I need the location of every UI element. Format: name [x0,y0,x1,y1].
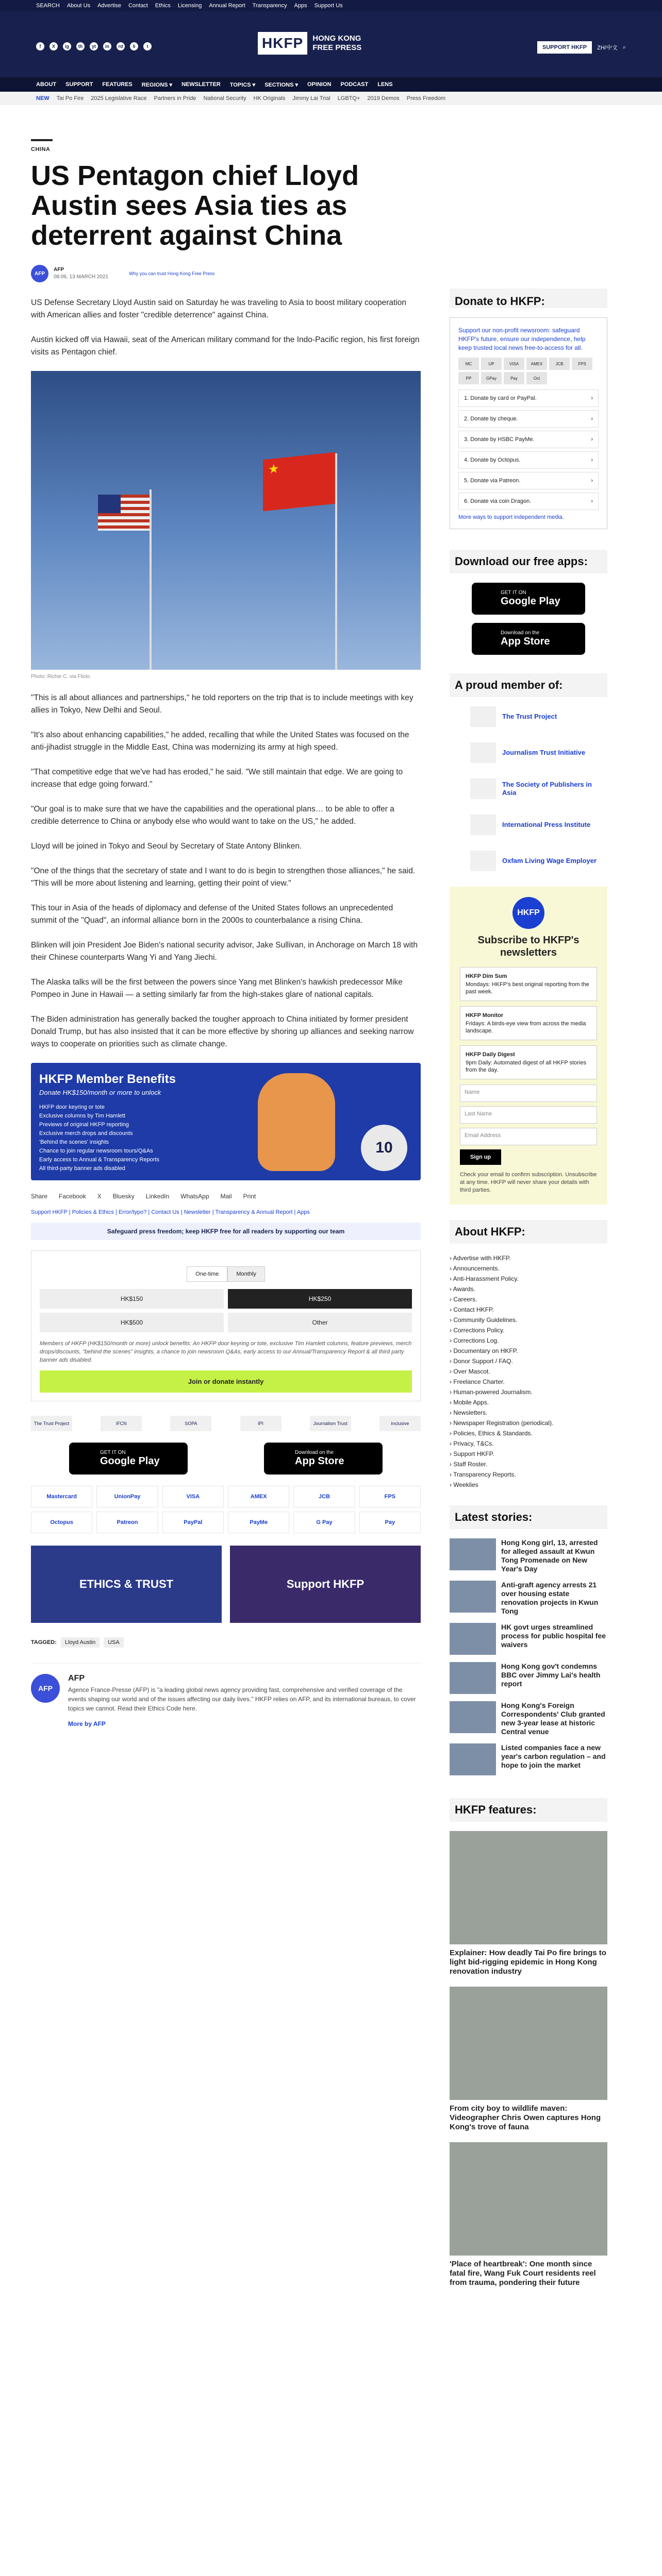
donate-sidebar-section [450,289,607,308]
latest-story[interactable] [450,1623,607,1655]
donate-option-label: 4. Donate by Octopus. [464,457,521,463]
nav-item[interactable]: LENS [377,81,393,88]
article-paragraph: The Alaska talks will be the first between the powers since Yang met Blinken's hawkish predecessor Mike Pompeo in June in Hawaii — a setting similarly far from the high-stakes glare of national capitals. [31,978,403,999]
donate-option[interactable] [458,451,599,469]
features-heading: HKFP features: [450,1798,607,1822]
amount-option[interactable]: HK$150 [40,1289,224,1309]
payment-logo: VISA [162,1486,224,1507]
about-link[interactable]: › Support HKFP. [450,1449,607,1459]
tags-label: TAGGED: [31,1639,57,1646]
ethics-ad[interactable]: ETHICS & TRUST [31,1546,222,1623]
chevron-right-icon: › [591,436,593,443]
about-link[interactable]: › Corrections Log. [450,1335,607,1346]
app-store-badges [31,1443,421,1475]
story-thumbnail [450,1662,496,1694]
donate-sidebar-box [450,317,607,529]
support-ad[interactable]: Support HKFP [230,1546,421,1623]
article-paragraph: "One of the things that the secretary of state and I want to do is begin to strengthen those alliances," he said. "This will be more about listening and learning, getting their point of view." [31,867,416,888]
about-link[interactable]: › Over Mascot. [450,1366,607,1377]
byline [31,265,421,282]
member-name: The Trust Project [502,713,557,720]
story-headline: Hong Kong gov't condemns BBC over Jimmy Lai's health report [501,1662,601,1688]
chevron-right-icon: › [591,416,593,422]
feature-image [450,2142,607,2256]
trending-link[interactable]: Jimmy Lai Trial [292,95,330,101]
nav-item[interactable]: ABOUT [36,81,57,88]
social-icon[interactable]: in [103,42,111,50]
donate-option[interactable] [458,410,599,428]
article-paragraph: "Our goal is to make sure that we have the capabilities and the operational plans… to be able to offer a credible deterrence to China or anybody else who would want to take on the US," he added. [31,805,394,826]
member-name: The Society of Publishers in Asia [502,781,592,796]
newsletter-option-desc: Mondays: HKFP's best original reporting from the past week. [466,981,589,995]
newsletter-option[interactable] [460,1045,597,1079]
member-name: Journalism Trust Initiative [502,749,586,756]
about-link[interactable]: › Community Guidelines. [450,1315,607,1325]
chevron-right-icon: › [591,478,593,484]
member-org[interactable] [470,851,607,871]
author-box-avatar[interactable]: AFP [31,1674,60,1703]
social-icon[interactable]: yt [90,42,98,50]
donate-option-label: 6. Donate via coin Dragon. [464,498,532,504]
logo-wordmark: HONG KONG FREE PRESS [312,34,362,52]
nav-item[interactable]: PODCAST [340,81,369,88]
story-thumbnail [450,1581,496,1613]
newsletter-option-title: HKFP Monitor [466,1012,504,1019]
feature-story[interactable] [450,2142,607,2287]
chevron-right-icon: › [591,457,593,463]
author-avatar[interactable]: AFP [31,265,48,282]
newsletter-option-title: HKFP Dim Sum [466,973,507,979]
feature-image [450,1831,607,1944]
partner-logo[interactable]: Journalism Trust [310,1416,351,1431]
topbar-link[interactable]: Ethics [155,3,171,9]
share-link[interactable]: Bluesky [112,1193,135,1200]
latest-story[interactable] [450,1538,607,1573]
member-logo [470,706,496,727]
latest-story[interactable] [450,1701,607,1736]
newsletter-note: Check your email to confirm subscription. Unsubscribe at any time. HKFP will never share your details with third parties. [460,1172,597,1193]
social-icon[interactable]: X [49,42,58,50]
newsletter-signup [450,887,607,1205]
chevron-right-icon: › [591,395,593,401]
publish-date: 08:06, 13 MARCH 2021 [54,274,109,280]
trending-link[interactable]: Partners in Pride [154,95,196,101]
social-icon[interactable]: t [143,42,152,50]
partner-logo[interactable]: The Trust Project [31,1416,72,1431]
photo-caption: Photo: Richie C. via Flickr. [31,674,91,680]
promo-title: HKFP Member Benefits [39,1072,176,1086]
author-name[interactable]: AFP [54,267,64,273]
about-link[interactable]: › Newsletters. [450,1408,607,1418]
about-link[interactable]: › Privacy, T&Cs. [450,1438,607,1449]
article-category[interactable]: CHINA [31,146,51,152]
topbar-link[interactable]: SEARCH [36,3,60,9]
article-paragraph: "It's also about enhancing capabilities," he added, recalling that while the United States was focused on the anti-jihadist struggle in the Middle East, China was modernizing its army at high speed. [31,731,409,752]
language-switch[interactable]: ZH/中文 [597,45,618,51]
latest-story[interactable] [450,1662,607,1694]
flag-pole [150,489,152,670]
promo-benefit: Exclusive merch drops and discounts [39,1130,133,1137]
donate-option-label: 3. Donate by HSBC PayMe. [464,436,535,443]
flag-pole [335,453,337,670]
tag-link[interactable]: USA [104,1637,124,1648]
main-nav [0,77,662,92]
chevron-right-icon: › [591,498,593,504]
partner-logo[interactable]: IFCN [101,1416,142,1431]
latest-story[interactable] [450,1743,607,1775]
about-link[interactable]: › Awards. [450,1284,607,1294]
member-logo [470,815,496,835]
story-headline: Anti-graft agency arrests 21 over housing estate renovation projects in Kwun Tong [501,1581,599,1615]
member-logo [470,742,496,763]
story-thumbnail [450,1701,496,1733]
latest-heading: Latest stories: [450,1505,607,1529]
member-org[interactable] [470,815,607,835]
promo-benefits-list [39,1103,159,1173]
story-headline: Hong Kong girl, 13, arrested for alleged assault at Kwun Tong Promenade on New Year's Day [501,1538,598,1573]
sidebar [450,289,607,2298]
anniversary-badge: 10 [361,1125,407,1171]
tag-link[interactable]: Lloyd Austin [61,1637,100,1648]
trending-link[interactable]: Tai Po Fire [56,95,84,101]
story-thumbnail [450,1538,496,1570]
newsletter-option[interactable] [460,1006,597,1040]
tab-monthly[interactable]: Monthly [227,1266,265,1282]
member-heading: A proud member of: [450,673,607,697]
share-link[interactable]: Facebook [59,1193,86,1200]
tags-row [31,1637,421,1648]
member-name: International Press Institute [502,821,591,828]
amount-option[interactable]: HK$250 [228,1289,412,1309]
article-footer-links[interactable]: Support HKFP | Policies & Ethics | Error/typo? | Contact Us | Newsletter | Transparency & Annual Report | Apps [31,1209,310,1215]
about-link[interactable]: › Corrections Policy. [450,1325,607,1335]
feature-headline: From city boy to wildlife maven: Videographer Chris Owen captures Hong Kong's trove of fauna [450,2104,601,2131]
google-play-badge[interactable]: GET IT ON Google Play [69,1443,188,1475]
about-link[interactable]: › Human-powered Journalism. [450,1387,607,1397]
donate-frequency-toggle [40,1266,412,1282]
payment-methods [31,1486,421,1533]
member-org[interactable] [470,742,607,763]
share-link[interactable]: Mail [220,1193,232,1200]
story-headline: HK govt urges streamlined process for public hospital fee waivers [501,1623,606,1649]
story-thumbnail [450,1623,496,1655]
donate-heading: Donate to HKFP: [455,295,545,308]
payment-logo: AMEX [228,1486,289,1507]
partner-logo[interactable]: SOPA [170,1416,211,1431]
article-paragraph: Austin kicked off via Hawaii, seat of the American military command for the Indo-Pacific region, his first foreign visits as Pentagon chief. [31,335,420,357]
story-thumbnail [450,1743,496,1775]
member-org[interactable] [470,778,607,799]
topbar-link[interactable]: Support Us [314,3,343,9]
payment-logo: Mastercard [31,1486,92,1507]
payment-logo: JCB [293,1486,355,1507]
newsletter-heading: Subscribe to HKFP's newsletters [477,935,580,958]
latest-story[interactable] [450,1581,607,1616]
trending-link[interactable]: 2025 Legislative Race [91,95,147,101]
donate-option-label: 1. Donate by card or PayPal. [464,395,537,401]
feature-image [450,1987,607,2100]
about-link[interactable]: › Freelance Charter. [450,1377,607,1387]
payment-logo: PayPal [162,1512,224,1533]
nav-item[interactable]: TOPICS ▾ [229,81,256,88]
safeguard-banner[interactable]: Safeguard press freedom; keep HKFP free for all readers by supporting our team [31,1223,421,1240]
member-org[interactable] [470,706,607,727]
mascot-illustration [258,1073,335,1171]
newsletter-option[interactable] [460,967,597,1001]
feature-story[interactable] [450,1831,607,1976]
share-link[interactable]: LinkedIn [145,1193,170,1200]
payment-logo: PayMe [228,1512,289,1533]
about-link[interactable]: › Careers. [450,1294,607,1304]
about-link[interactable]: › Anti-Harassment Policy. [450,1274,607,1284]
topbar-link[interactable]: About Us [67,3,91,9]
apps-heading: Download our free apps: [450,550,607,573]
article-paragraph: Blinken will join President Joe Biden's national security advisor, Jake Sullivan, in Anchorage on March 18 with their Chinese counterparts Wang Yi and Yang Jiechi. [31,941,418,962]
newsletter-option-desc: 9pm Daily: Automated digest of all HKFP stories from the day. [466,1060,586,1073]
payment-logo: Patreon [96,1512,158,1533]
donate-option[interactable] [458,431,599,448]
promo-benefit: HKFP door keyring or tote [39,1104,105,1110]
promo-ads [31,1546,421,1623]
china-flag: ★ [263,452,335,512]
byline-meta [54,266,108,281]
social-icon[interactable]: rd [117,42,125,50]
site-logo[interactable] [258,32,361,55]
trending-link[interactable]: HK Originals [253,95,286,101]
nav-item[interactable]: OPINION [307,81,332,88]
feature-story[interactable] [450,1987,607,2132]
about-link[interactable]: › Announcements. [450,1263,607,1274]
join-donate-button[interactable]: Join or donate instantly [40,1370,412,1393]
nav-item[interactable]: REGIONS ▾ [141,81,173,88]
amount-option[interactable]: Other [228,1313,412,1332]
member-logo [470,778,496,799]
topbar-link[interactable]: Licensing [177,3,202,9]
nav-item[interactable]: NEWSLETTER [181,81,221,88]
share-link[interactable]: X [97,1193,102,1200]
site-header [0,11,662,77]
nav-item[interactable]: SUPPORT [65,81,93,88]
social-icons [36,42,152,50]
promo-benefit: Chance to join regular newsroom tours/Q&As [39,1148,153,1154]
member-logo [470,851,496,871]
payment-logo: FPS [359,1486,421,1507]
topbar-link[interactable]: Transparency [252,3,287,9]
social-icon[interactable]: th [76,42,85,50]
about-link[interactable]: › Transparency Reports. [450,1469,607,1480]
about-link[interactable]: › Newspaper Registration (periodical). [450,1418,607,1428]
feature-headline: Explainer: How deadly Tai Po fire brings to light bid-rigging epidemic in Hong Kong renovation industry [450,1948,606,1976]
about-link[interactable]: › Staff Roster. [450,1459,607,1469]
story-headline: Hong Kong's Foreign Correspondents' Club granted new 3-year lease at historic Central venue [501,1701,605,1736]
share-link: Share [31,1193,48,1200]
partner-logos [31,1416,421,1431]
trending-link[interactable]: Press Freedom [406,95,445,101]
new-label: NEW [36,95,49,101]
about-link[interactable]: › Documentary on HKFP. [450,1346,607,1356]
article-paragraph: US Defense Secretary Lloyd Austin said on Saturday he was traveling to Asia to boost military cooperation with American allies and foster "credible deterrence" against China. [31,298,407,319]
donate-amounts [40,1289,412,1332]
feature-headline: 'Place of heartbreak': One month since fatal fire, Wang Fuk Court residents reel from trauma, pondering their future [450,2260,596,2287]
author-box [31,1663,421,1727]
newsletter-input[interactable]: Email Address [460,1128,597,1145]
share-link[interactable]: Print [243,1193,256,1200]
promo-benefit: Exclusive columns by Tim Hamlett [39,1113,125,1119]
about-link[interactable]: › Policies, Ethics & Standards. [450,1428,607,1438]
tab-one-time[interactable]: One-time [187,1266,227,1282]
newsletter-option-title: HKFP Daily Digest [466,1052,515,1058]
trending-link[interactable]: LGBTQ+ [337,95,360,101]
promo-benefit: All third-party banner ads disabled [39,1165,125,1172]
share-link[interactable]: WhatsApp [180,1193,209,1200]
social-icon[interactable]: f [36,42,44,50]
more-by-author-link[interactable]: More by AFP [68,1720,106,1727]
partner-logo[interactable]: IPI [240,1416,282,1431]
newsletter-option-desc: Fridays: A birds-eye view from across the media landscape. [466,1021,586,1034]
signup-button[interactable]: Sign up [460,1149,501,1165]
trending-link[interactable]: National Security [203,95,246,101]
article-photo [31,371,421,670]
topbar-link[interactable]: Annual Report [209,3,245,9]
trending-bar [0,92,662,105]
article-paragraph: "This is all about alliances and partnerships," he told reporters on the trip that is to include meetings with key allies in Tokyo, New Delhi and Seoul. [31,693,413,715]
donate-widget [31,1250,421,1401]
author-box-name[interactable]: AFP [68,1674,85,1683]
about-list [450,1253,607,1490]
donate-option[interactable] [458,493,599,510]
nav-item[interactable]: FEATURES [102,81,133,88]
payment-logo: Pay [359,1512,421,1533]
member-benefits-banner[interactable] [31,1063,421,1180]
about-link[interactable]: › Weeklies [450,1480,607,1490]
trending-link[interactable]: 2019 Demos [367,95,400,101]
payment-logo: Octopus [31,1512,92,1533]
app-store-badge[interactable]: Download on the App Store [472,623,585,655]
trust-link[interactable]: Why you can trust Hong Kong Free Press [129,271,215,276]
header-actions [537,41,626,54]
more-ways-link[interactable]: More ways to support independent media. [458,514,564,520]
top-utility-bar [0,0,662,11]
google-play-badge[interactable]: GET IT ON Google Play [472,583,585,615]
newsletter-input[interactable]: Last Name [460,1106,597,1124]
member-name: Oxfam Living Wage Employer [502,857,597,865]
amount-option[interactable]: HK$500 [40,1313,224,1332]
about-link[interactable]: › Contact HKFP. [450,1304,607,1315]
promo-benefit: 'Behind the scenes' insights [39,1139,109,1145]
topbar-link[interactable]: Contact [128,3,148,9]
topbar-link[interactable]: Apps [294,3,307,9]
payment-logo: UnionPay [96,1486,158,1507]
newsletter-logo: HKFP [512,897,544,929]
payment-logo: G Pay [293,1512,355,1533]
partner-logo[interactable]: Inclusive [379,1416,421,1431]
category-rule [31,139,53,141]
donate-option-label: 2. Donate by cheque. [464,416,518,422]
article-paragraph: The Biden administration has generally backed the tougher approach to China initiated by former president Donald Trump, but has also insisted that it can be more effective by shoring up alliances and seeking narrow ways to cooperate on priorities such as climate change. [31,1015,414,1048]
article-title: US Pentagon chief Lloyd Austin sees Asia ties as deterrent against China [31,160,359,251]
topbar-link[interactable]: Advertise [97,3,121,9]
donate-option-label: 5. Donate via Patreon. [464,478,521,484]
about-link[interactable]: › Advertise with HKFP. [450,1253,607,1263]
promo-benefit: Early access to Annual & Transparency Reports [39,1157,159,1163]
donate-option[interactable] [458,389,599,407]
article-paragraph: "That competitive edge that we've had has eroded," he said. "We still maintain that edge. We are going to increase that edge going forward." [31,768,403,789]
about-link[interactable]: › Donor Support / FAQ. [450,1356,607,1366]
donate-cta[interactable]: Support our non-profit newsroom: safeguard HKFP's future, ensure our independence, help keep trusted local news free-to-access for all. [458,327,586,351]
support-hkfp-button[interactable]: SUPPORT HKFP [537,41,592,54]
social-icon[interactable]: ig [63,42,71,50]
share-bar [31,1193,421,1200]
nav-item[interactable]: SECTIONS ▾ [264,81,298,88]
us-flag [98,495,150,531]
card-logos: MC UP VISA AMEX JCB FPS PP GPay Pay Oct [458,358,599,384]
logo-mark: HKFP [258,32,307,55]
story-headline: Listed companies face a new year's carbon regulation – and hope to join the market [501,1743,606,1769]
author-box-desc: Agence France-Presse (AFP) is "a leading global news agency providing fast, comprehensive and verified coverage of the events shaping our world and of the issues affecting our daily lives." HKFP relies on AFP, and its international bureaus, to cover topics we cannot. Read their Ethics Code here. [68,1686,416,1712]
about-link[interactable]: › Mobile Apps. [450,1397,607,1408]
promo-subtitle: Donate HK$150/month or more to unlock [39,1089,161,1096]
newsletter-input[interactable]: Name [460,1084,597,1102]
app-store-badge[interactable]: Download on the App Store [264,1443,383,1475]
search-icon[interactable]: ⌕ [622,44,626,50]
article-paragraph: Lloyd will be joined in Tokyo and Seoul by Secretary of State Antony Blinken. [31,842,302,851]
about-heading: About HKFP: [450,1220,607,1244]
donate-caption: Members of HKFP (HK$150/month or more) unlock benefits: An HKFP door keyring or tote, exclusive Tim Hamlett columns, feature previews, merch drops/discounts, "behind the scenes" insights, a chance to join newsroom Q&As, early access to our Annual/Transparency Report & all third party banner ads disabled. [40,1341,412,1363]
promo-benefit: Previews of original HKFP reporting [39,1122,129,1128]
article-main [31,139,421,1727]
article-paragraph: This tour in Asia of the heads of diplomacy and defense of the United States follows an unprecedented summit of the "Quad", an informal alliance born in the 2000s to counterbalance a rising China. [31,904,393,925]
social-icon[interactable]: li [130,42,138,50]
donate-option[interactable] [458,472,599,489]
